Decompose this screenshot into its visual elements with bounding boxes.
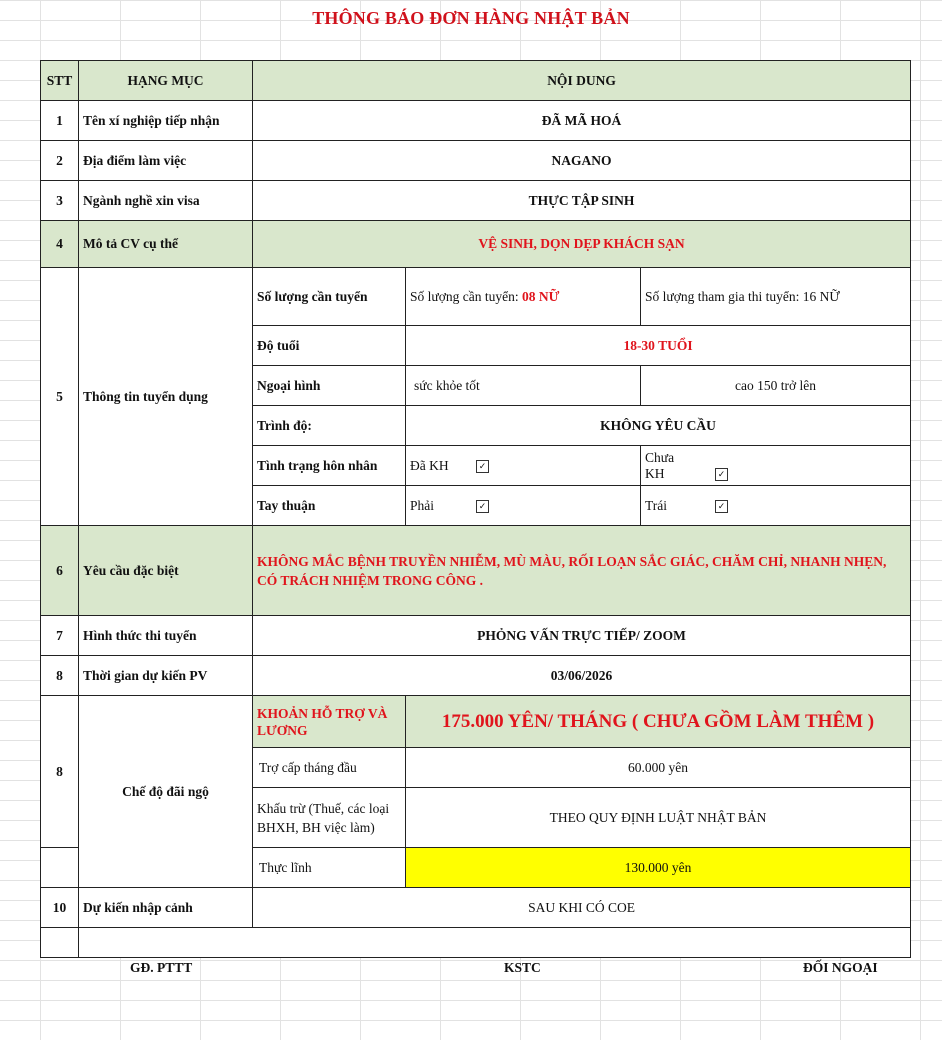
education-value: KHÔNG YÊU CẦU: [406, 406, 911, 446]
table-row: [41, 181, 911, 221]
page-title: THÔNG BÁO ĐƠN HÀNG NHẬT BẢN: [312, 8, 630, 28]
hand-label: Tay thuận: [253, 486, 406, 526]
row-label: Thông tin tuyển dụng: [79, 268, 253, 526]
header-category: HẠNG MỤC: [79, 61, 253, 101]
special-requirements-value: KHÔNG MẮC BỆNH TRUYỀN NHIỄM, MÙ MÀU, RỐI LOẠN SẮC GIÁC, CHĂM CHỈ, NHANH NHẸN, CÓ TRÁCH NHIỆM TRONG CÔNG .: [253, 526, 911, 616]
table-row: [41, 656, 911, 696]
row-number: 6: [41, 526, 79, 616]
left-hand-checkbox[interactable]: ✓: [715, 500, 728, 513]
right-hand-checkbox[interactable]: ✓: [476, 500, 489, 513]
table-row: [41, 888, 911, 928]
entry-date-value: SAU KHI CÓ COE: [253, 888, 911, 928]
signature-foreign-affairs: ĐỐI NGOẠI: [803, 960, 878, 975]
interview-date-value: 03/06/2026: [253, 656, 911, 696]
table-row: [41, 101, 911, 141]
education-label: Trình độ:: [253, 406, 406, 446]
table-row: [41, 928, 911, 958]
row-label: Hình thức thi tuyển: [79, 616, 253, 656]
table-row: [41, 221, 911, 268]
row-number: 5: [41, 268, 79, 526]
table-row: [41, 616, 911, 656]
salary-label: KHOẢN HỖ TRỢ VÀ LƯƠNG: [253, 696, 406, 748]
right-hand-label: Phải: [410, 497, 435, 513]
hire-quantity-cell: [406, 268, 641, 326]
marital-option-married: [406, 446, 641, 486]
row-label: Địa điểm làm việc: [79, 141, 253, 181]
row-number: 2: [41, 141, 79, 181]
row-label: Ngành nghề xin visa: [79, 181, 253, 221]
header-stt: STT: [41, 61, 79, 101]
empty-cell: [79, 928, 911, 958]
exam-method-value: PHỎNG VẤN TRỰC TIẾP/ ZOOM: [253, 616, 911, 656]
row-number: 10: [41, 888, 79, 928]
deduction-label: Khấu trừ (Thuế, các loại BHXH, BH việc làm): [253, 788, 406, 848]
appearance-label: Ngoại hình: [253, 366, 406, 406]
age-label: Độ tuổi: [253, 326, 406, 366]
row-label: Dự kiến nhập cảnh: [79, 888, 253, 928]
company-name-value: ĐÃ MÃ HOÁ: [253, 101, 911, 141]
deduction-value: THEO QUY ĐỊNH LUẬT NHẬT BẢN: [406, 788, 911, 848]
hire-quantity-prefix: Số lượng cần tuyển:: [410, 288, 522, 304]
signature-kstc: KSTC: [504, 960, 541, 975]
hand-option-left: [641, 486, 911, 526]
hire-quantity-value: 08 NỮ: [521, 288, 560, 304]
height-value: cao 150 trở lên: [641, 366, 911, 406]
marital-label: Tình trạng hôn nhân: [253, 446, 406, 486]
hand-option-right: [406, 486, 641, 526]
row-number: 7: [41, 616, 79, 656]
single-checkbox[interactable]: ✓: [715, 468, 728, 481]
age-value: 18-30 TUỔI: [406, 326, 911, 366]
table-row: [41, 268, 911, 326]
net-salary-value: 130.000 yên: [406, 848, 911, 888]
visa-type-value: THỰC TẬP SINH: [253, 181, 911, 221]
allowance-value: 60.000 yên: [406, 748, 911, 788]
row-label: Tên xí nghiệp tiếp nhận: [79, 101, 253, 141]
table-row: [41, 696, 911, 748]
row-number: 1: [41, 101, 79, 141]
row-number: 8: [41, 656, 79, 696]
header-content: NỘI DUNG: [253, 61, 911, 101]
salary-value: 175.000 YÊN/ THÁNG ( CHƯA GỒM LÀM THÊM ): [406, 696, 911, 748]
left-hand-label: Trái: [645, 497, 668, 513]
work-location-value: NAGANO: [253, 141, 911, 181]
married-checkbox[interactable]: ✓: [476, 460, 489, 473]
quantity-label: Số lượng cần tuyển: [253, 268, 406, 326]
allowance-label: Trợ cấp tháng đầu: [253, 748, 406, 788]
net-salary-label: Thực lĩnh: [253, 848, 406, 888]
table-row: [41, 526, 911, 616]
marital-option-single: [641, 446, 911, 486]
row-label: Thời gian dự kiến PV: [79, 656, 253, 696]
signature-director: GĐ. PTTT: [130, 960, 193, 975]
exam-quantity-value: Số lượng tham gia thi tuyển: 16 NỮ: [641, 268, 911, 326]
married-label: Đã KH: [410, 457, 449, 473]
empty-cell: [41, 928, 79, 958]
order-table: [40, 60, 911, 958]
empty-cell: [41, 848, 79, 888]
row-number: 8: [41, 696, 79, 848]
row-label: Yêu cầu đặc biệt: [79, 526, 253, 616]
row-number: 3: [41, 181, 79, 221]
row-label: Mô tả CV cụ thể: [79, 221, 253, 268]
single-label: Chưa KH: [645, 449, 675, 481]
table-row: [41, 141, 911, 181]
job-description-value: VỆ SINH, DỌN DẸP KHÁCH SẠN: [253, 221, 911, 268]
header-row: [41, 61, 911, 101]
row-number: 4: [41, 221, 79, 268]
health-value: sức khỏe tốt: [406, 366, 641, 406]
row-label: Chế độ đãi ngộ: [79, 696, 253, 888]
